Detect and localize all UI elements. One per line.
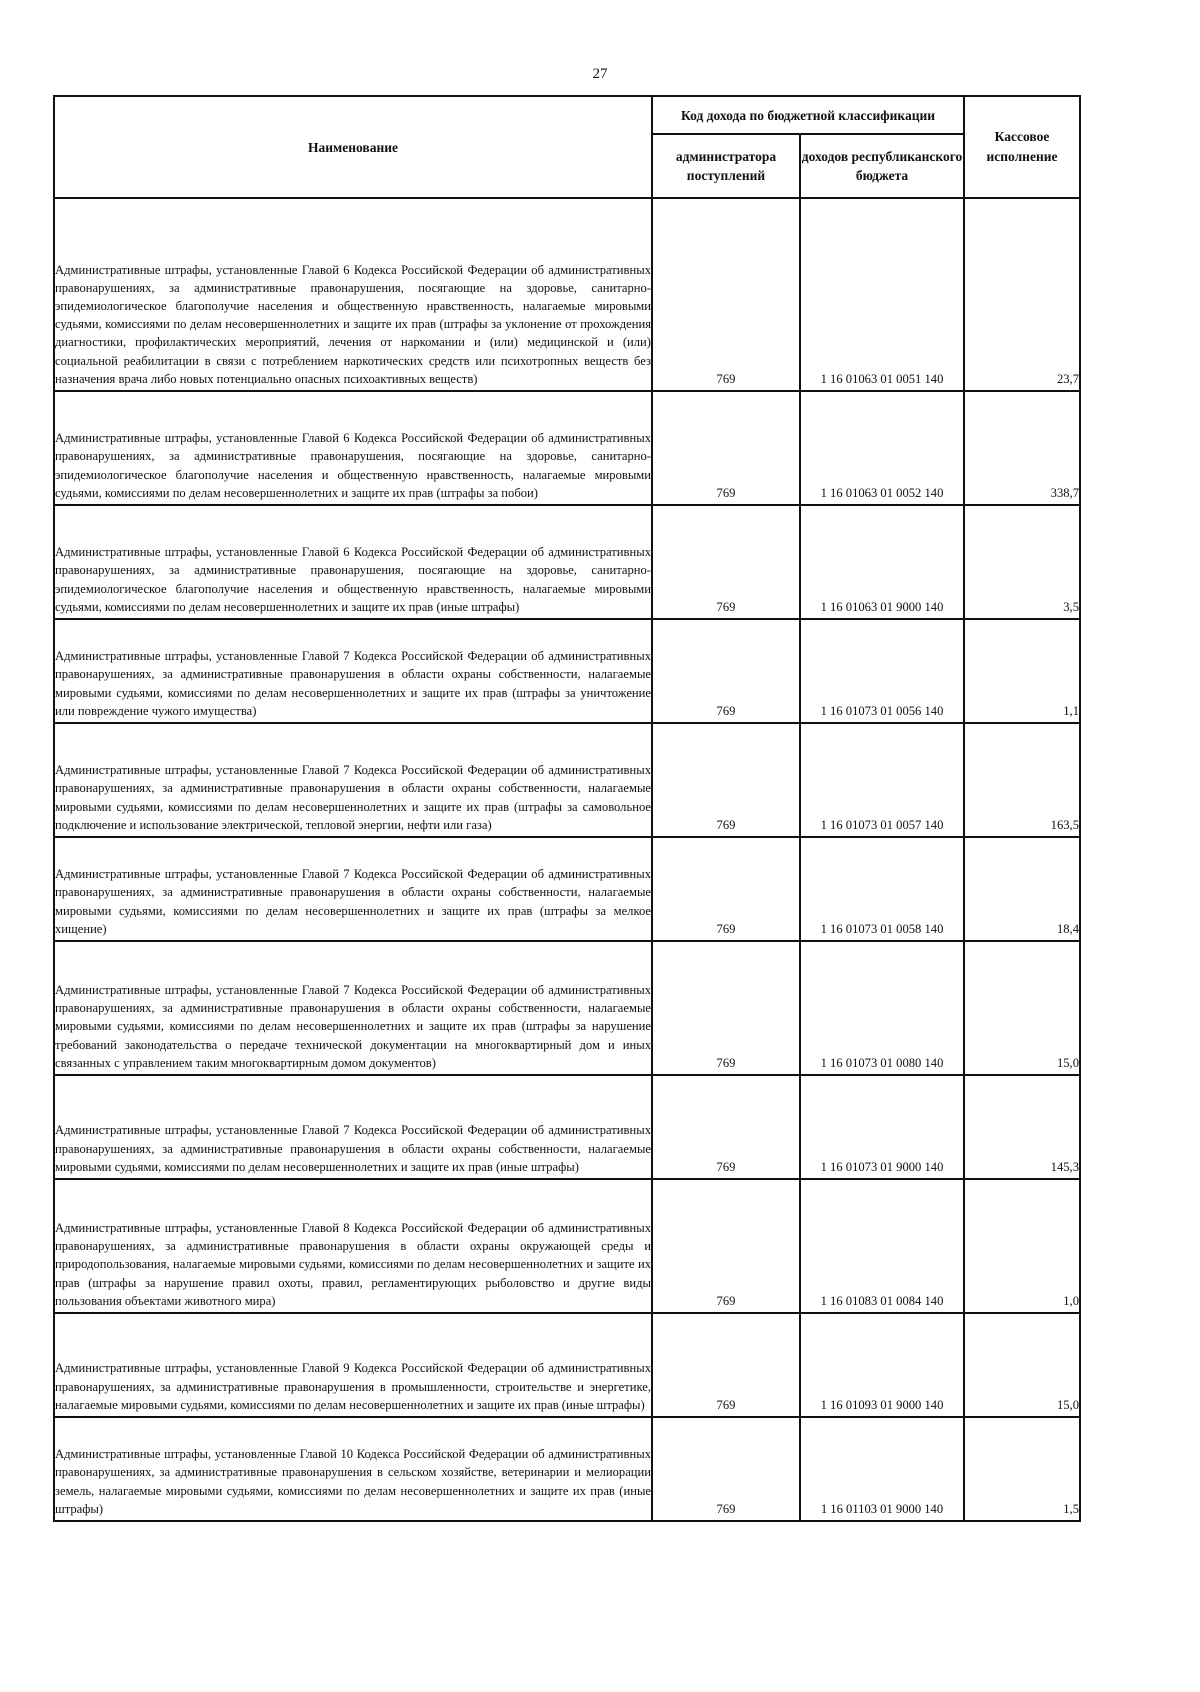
cell-amount (964, 1179, 1080, 1313)
administrator-value: 769 (716, 1159, 736, 1174)
cell-amount (964, 723, 1080, 837)
header-administrator: администратора поступлений (652, 134, 800, 198)
cell-code (800, 391, 964, 505)
cell-amount (964, 198, 1080, 391)
code-value: 1 16 01073 01 0056 140 (820, 703, 944, 718)
cell-code (800, 837, 964, 941)
code-value: 1 16 01063 01 9000 140 (820, 599, 944, 614)
cell-code (800, 1075, 964, 1179)
cell-code (800, 505, 964, 619)
row-name-text: Административные штрафы, установленные Главой 7 Кодекса Российской Федерации об административных правонарушениях, за административные правонарушения в области охраны собственности, налагаемые мировыми судьями, комиссиями по делам несовершеннолетних и защите их прав (штрафы за самовольное подключение и использование электрической, тепловой энергии, нефти или газа) (55, 763, 651, 832)
cell-administrator (652, 941, 800, 1075)
cell-administrator (652, 723, 800, 837)
row-name-text: Административные штрафы, установленные Главой 9 Кодекса Российской Федерации об административных правонарушениях, за административные правонарушения в промышленности, строительстве и энергетике, налагаемые мировыми судьями, комиссиями по делам несовершеннолетних и защите их прав (иные штрафы) (55, 1361, 651, 1412)
administrator-value: 769 (716, 371, 736, 386)
table-row (54, 1075, 1080, 1179)
code-value: 1 16 01103 01 9000 140 (820, 1501, 944, 1516)
cell-administrator (652, 1417, 800, 1521)
page-number: 27 (592, 66, 608, 82)
cell-code (800, 198, 964, 391)
cell-code (800, 941, 964, 1075)
cell-name (54, 941, 652, 1075)
cell-amount (964, 619, 1080, 723)
header-name: Наименование (54, 96, 652, 198)
table-row (54, 505, 1080, 619)
amount-value: 145,3 (1050, 1159, 1079, 1174)
administrator-value: 769 (716, 1397, 736, 1412)
cell-name (54, 837, 652, 941)
table-row (54, 837, 1080, 941)
row-name-text: Административные штрафы, установленные Главой 6 Кодекса Российской Федерации об административных правонарушениях, за административные правонарушения, посягающие на здоровье, санитарно-эпидемиологическое благополучие населения и общественную нравственность, налагаемые мировыми судьями, комиссиями по делам несовершеннолетних и защите их прав (штрафы за побои) (55, 431, 651, 500)
table-row (54, 1417, 1080, 1521)
cell-code (800, 1313, 964, 1417)
cell-amount (964, 1075, 1080, 1179)
cell-administrator (652, 391, 800, 505)
administrator-value: 769 (716, 1055, 736, 1070)
amount-value: 338,7 (1050, 485, 1079, 500)
cell-amount (964, 391, 1080, 505)
cell-code (800, 1417, 964, 1521)
cell-administrator (652, 1179, 800, 1313)
code-value: 1 16 01083 01 0084 140 (820, 1293, 944, 1308)
cell-code (800, 723, 964, 837)
header-code-group: Код дохода по бюджетной классификации (652, 96, 964, 134)
amount-value: 1,5 (1063, 1501, 1079, 1516)
revenue-table (53, 95, 1081, 1522)
row-name-text: Административные штрафы, установленные Главой 7 Кодекса Российской Федерации об административных правонарушениях, за административные правонарушения в области охраны собственности, налагаемые мировыми судьями, комиссиями по делам несовершеннолетних и защите их прав (штрафы за мелкое хищение) (55, 867, 651, 936)
administrator-value: 769 (716, 703, 736, 718)
row-name-text: Административные штрафы, установленные Главой 10 Кодекса Российской Федерации об административных правонарушениях, за административные правонарушения в сельском хозяйстве, ветеринарии и мелиорации земель, налагаемые мировыми судьями, комиссиями по делам несовершеннолетних и защите их прав (иные штрафы) (55, 1447, 651, 1516)
administrator-value: 769 (716, 817, 736, 832)
cell-name (54, 505, 652, 619)
cell-amount (964, 1313, 1080, 1417)
code-value: 1 16 01063 01 0052 140 (820, 485, 944, 500)
code-value: 1 16 01093 01 9000 140 (820, 1397, 944, 1412)
row-name-text: Административные штрафы, установленные Главой 8 Кодекса Российской Федерации об административных правонарушениях, за административные правонарушения в области охраны окружающей среды и природопользования, налагаемые мировыми судьями, комиссиями по делам несовершеннолетних и защите их прав (штрафы за нарушение правил охоты, правил, регламентирующих рыболовство и другие виды пользования объектами животного мира) (55, 1220, 651, 1308)
table-body (54, 198, 1080, 1521)
cell-administrator (652, 1075, 800, 1179)
cell-amount (964, 837, 1080, 941)
amount-value: 18,4 (1056, 921, 1079, 936)
cell-administrator (652, 837, 800, 941)
administrator-value: 769 (716, 1501, 736, 1516)
cell-amount (964, 941, 1080, 1075)
cell-name (54, 198, 652, 391)
row-name-text: Административные штрафы, установленные Главой 7 Кодекса Российской Федерации об административных правонарушениях, за административные правонарушения в области охраны собственности, налагаемые мировыми судьями, комиссиями по делам несовершеннолетних и защите их прав (штрафы за уничтожение или повреждение чужого имущества) (55, 649, 651, 718)
cell-amount (964, 505, 1080, 619)
row-name-text: Административные штрафы, установленные Главой 6 Кодекса Российской Федерации об административных правонарушениях, за административные правонарушения, посягающие на здоровье, санитарно-эпидемиологическое благополучие населения и общественную нравственность, налагаемые мировыми судьями, комиссиями по делам несовершеннолетних и защите их прав (иные штрафы) (55, 545, 651, 614)
cell-name (54, 1313, 652, 1417)
table-row (54, 391, 1080, 505)
amount-value: 15,0 (1056, 1397, 1079, 1412)
table-header (54, 96, 1080, 198)
header-execution: Кассовое исполнение (964, 96, 1080, 198)
amount-value: 163,5 (1050, 817, 1079, 832)
amount-value: 15,0 (1056, 1055, 1079, 1070)
cell-amount (964, 1417, 1080, 1521)
amount-value: 23,7 (1056, 371, 1079, 386)
table-row (54, 198, 1080, 391)
table-row (54, 1313, 1080, 1417)
table-row (54, 723, 1080, 837)
cell-name (54, 391, 652, 505)
administrator-value: 769 (716, 599, 736, 614)
amount-value: 1,1 (1063, 703, 1079, 718)
code-value: 1 16 01073 01 0058 140 (820, 921, 944, 936)
cell-name (54, 1417, 652, 1521)
amount-value: 1,0 (1063, 1293, 1079, 1308)
cell-administrator (652, 505, 800, 619)
amount-value: 3,5 (1063, 599, 1079, 614)
code-value: 1 16 01063 01 0051 140 (820, 371, 944, 386)
cell-code (800, 619, 964, 723)
code-value: 1 16 01073 01 9000 140 (820, 1159, 944, 1174)
header-revenue: доходов республиканского бюджета (800, 134, 964, 198)
administrator-value: 769 (716, 485, 736, 500)
table-row (54, 1179, 1080, 1313)
cell-administrator (652, 198, 800, 391)
cell-name (54, 723, 652, 837)
cell-name (54, 1179, 652, 1313)
table-row (54, 941, 1080, 1075)
cell-name (54, 619, 652, 723)
cell-administrator (652, 1313, 800, 1417)
code-value: 1 16 01073 01 0080 140 (820, 1055, 944, 1070)
cell-code (800, 1179, 964, 1313)
cell-administrator (652, 619, 800, 723)
row-name-text: Административные штрафы, установленные Главой 7 Кодекса Российской Федерации об административных правонарушениях, за административные правонарушения в области охраны собственности, налагаемые мировыми судьями, комиссиями по делам несовершеннолетних и защите их прав (штрафы за нарушение требований законодательства о передаче технической документации на многоквартирный дом и иных связанных с управлением таким многоквартирным домом документов) (55, 982, 651, 1070)
code-value: 1 16 01073 01 0057 140 (820, 817, 944, 832)
table-row (54, 619, 1080, 723)
cell-name (54, 1075, 652, 1179)
administrator-value: 769 (716, 921, 736, 936)
row-name-text: Административные штрафы, установленные Главой 6 Кодекса Российской Федерации об административных правонарушениях, за административные правонарушения, посягающие на здоровье, санитарно-эпидемиологическое благополучие населения и общественную нравственность, налагаемые мировыми судьями, комиссиями по делам несовершеннолетних и защите их прав (штрафы за уклонение от прохождения диагностики, профилактических мероприятий, лечения от наркомании и (или) медицинской и (или) социальной реабилитации в связи с потреблением наркотических средств или психотропных веществ без назначения врача либо новых потенциально опасных психоактивных веществ) (55, 262, 651, 386)
row-name-text: Административные штрафы, установленные Главой 7 Кодекса Российской Федерации об административных правонарушениях, за административные правонарушения в области охраны собственности, налагаемые мировыми судьями, комиссиями по делам несовершеннолетних и защите их прав (иные штрафы) (55, 1123, 651, 1174)
administrator-value: 769 (716, 1293, 736, 1308)
